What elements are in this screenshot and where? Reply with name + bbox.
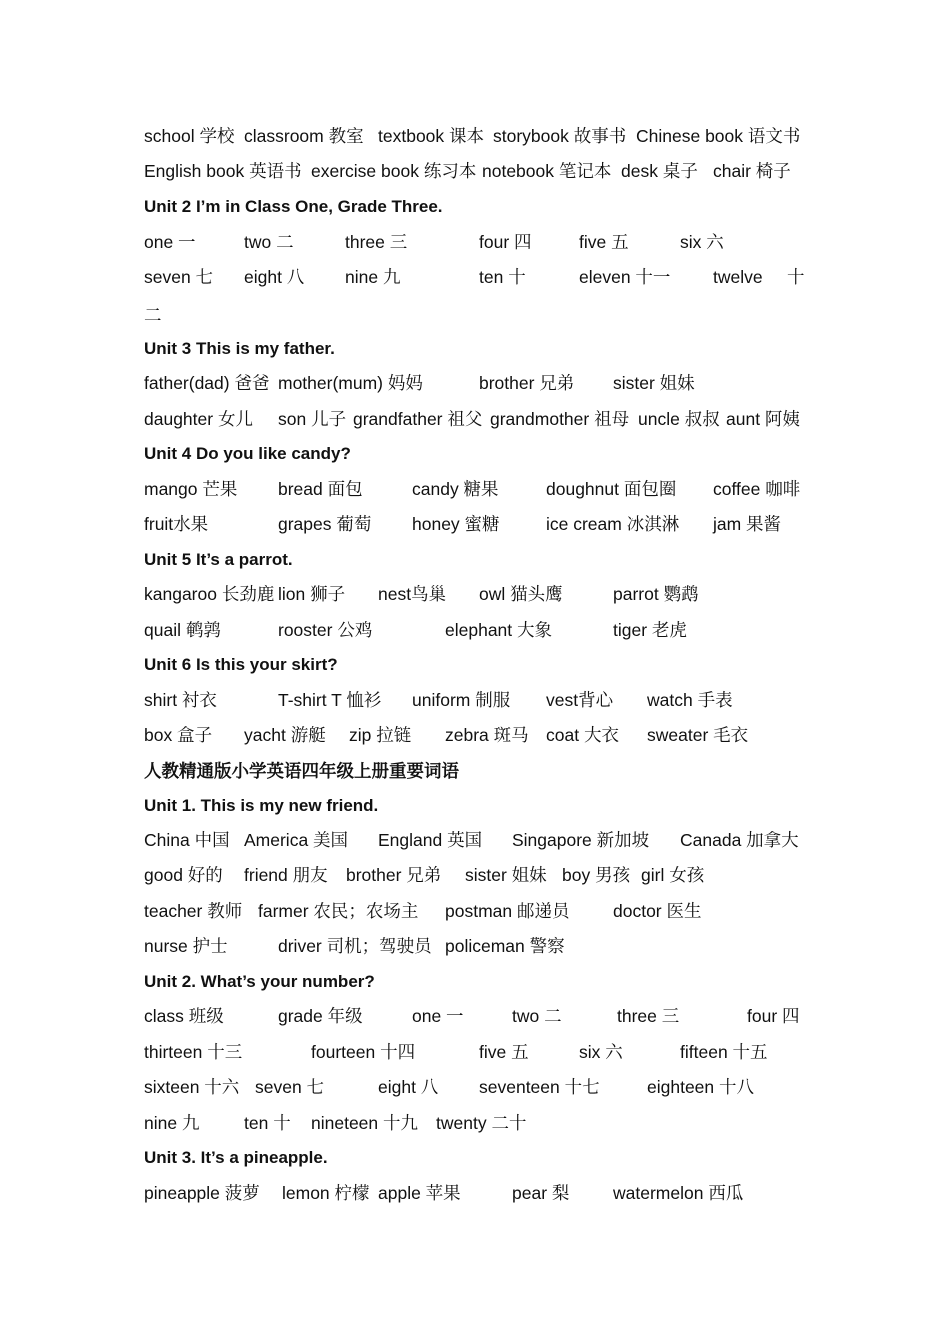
- vocab-item: ten 十: [479, 267, 526, 287]
- vocab-item: nineteen 十九: [311, 1113, 419, 1133]
- vocab-item: owl 猫头鹰: [479, 584, 563, 604]
- vocab-line: [0, 231, 950, 267]
- vocab-item: 十: [787, 267, 805, 287]
- vocab-item: elephant 大象: [445, 620, 553, 640]
- vocab-item: sixteen 十六: [144, 1077, 240, 1097]
- vocab-item: classroom 教室: [244, 126, 364, 146]
- vocab-item: lemon 柠檬: [282, 1183, 370, 1203]
- vocab-item: English book 英语书: [144, 161, 302, 181]
- vocab-item: father(dad) 爸爸: [144, 373, 270, 393]
- unit-heading: Unit 4 Do you like candy?: [144, 444, 351, 463]
- vocab-item: honey 蜜糖: [412, 514, 500, 534]
- vocab-item: postman 邮递员: [445, 901, 570, 921]
- vocab-item: pineapple 菠萝: [144, 1183, 260, 1203]
- unit-heading: Unit 5 It’s a parrot.: [144, 550, 293, 569]
- vocab-item: four 四: [747, 1006, 800, 1026]
- vocab-item: nurse 护士: [144, 936, 228, 956]
- unit-heading: Unit 6 Is this your skirt?: [144, 655, 338, 674]
- vocab-item: seven 七: [255, 1077, 325, 1097]
- vocab-item: mango 芒果: [144, 479, 238, 499]
- vocab-item: teacher 教师: [144, 901, 243, 921]
- vocab-item: textbook 课本: [378, 126, 485, 146]
- vocab-item: girl 女孩: [641, 865, 705, 885]
- vocab-item: policeman 警察: [445, 936, 565, 956]
- vocab-item: three 三: [617, 1006, 680, 1026]
- vocab-item: coat 大衣: [546, 725, 619, 745]
- vocab-line: [0, 935, 950, 971]
- vocab-item: seventeen 十七: [479, 1077, 600, 1097]
- vocab-item: five 五: [579, 232, 629, 252]
- vocab-item: friend 朋友: [244, 865, 328, 885]
- vocab-item: three 三: [345, 232, 408, 252]
- vocab-line: [0, 583, 950, 619]
- vocab-line: [0, 160, 950, 196]
- vocab-line: [0, 724, 950, 760]
- vocab-item: thirteen 十三: [144, 1042, 243, 1062]
- vocab-item: apple 苹果: [378, 1183, 461, 1203]
- vocab-item: one 一: [412, 1006, 464, 1026]
- vocab-item: sister 姐妹: [613, 373, 695, 393]
- vocab-item: watch 手表: [647, 690, 733, 710]
- vocab-item: exercise book 练习本: [311, 161, 477, 181]
- vocab-item: shirt 衬衣: [144, 690, 217, 710]
- vocab-item: farmer 农民；农场主: [258, 901, 419, 921]
- vocab-item: six 六: [579, 1042, 623, 1062]
- vocab-item: two 二: [244, 232, 294, 252]
- vocab-line: [0, 829, 950, 865]
- vocab-item: Chinese book 语文书: [636, 126, 801, 146]
- vocab-item: class 班级: [144, 1006, 224, 1026]
- vocab-item: six 六: [680, 232, 724, 252]
- vocab-item: driver 司机；驾驶员: [278, 936, 432, 956]
- vocab-line: [0, 266, 950, 302]
- vocab-item: pear 梨: [512, 1183, 570, 1203]
- vocab-item: good 好的: [144, 865, 223, 885]
- vocab-item: vest背心: [546, 690, 614, 710]
- vocab-item: quail 鹌鹑: [144, 620, 221, 640]
- vocab-item: zip 拉链: [349, 725, 412, 745]
- vocab-line: [0, 478, 950, 514]
- vocab-item: desk 桌子: [621, 161, 698, 181]
- vocab-item: uniform 制服: [412, 690, 511, 710]
- vocab-line: [0, 372, 950, 408]
- vocab-line: [0, 1112, 950, 1148]
- unit-heading: Unit 1. This is my new friend.: [144, 796, 379, 815]
- vocab-line: [0, 125, 950, 161]
- vocab-item: eight 八: [378, 1077, 439, 1097]
- vocab-item: grandmother 祖母: [490, 409, 630, 429]
- vocab-item: tiger 老虎: [613, 620, 687, 640]
- vocab-item: zebra 斑马: [445, 725, 529, 745]
- vocab-item: rooster 公鸡: [278, 620, 373, 640]
- vocab-item: fourteen 十四: [311, 1042, 416, 1062]
- vocab-line: [0, 408, 950, 444]
- vocab-item: fifteen 十五: [680, 1042, 768, 1062]
- vocab-item: aunt 阿姨: [726, 409, 800, 429]
- section-title: 人教精通版小学英语四年级上册重要词语: [144, 761, 459, 781]
- vocab-item: coffee 咖啡: [713, 479, 801, 499]
- vocab-item: nine 九: [345, 267, 401, 287]
- vocab-item: Canada 加拿大: [680, 830, 799, 850]
- vocab-item: doctor 医生: [613, 901, 702, 921]
- vocab-item: England 英国: [378, 830, 483, 850]
- vocab-item: lion 狮子: [278, 584, 346, 604]
- vocab-item: four 四: [479, 232, 532, 252]
- vocab-item: jam 果酱: [713, 514, 782, 534]
- vocab-item: boy 男孩: [562, 865, 631, 885]
- vocab-line: [0, 1182, 950, 1218]
- vocab-item: one 一: [144, 232, 196, 252]
- vocab-item: Singapore 新加坡: [512, 830, 650, 850]
- vocab-item: China 中国: [144, 830, 230, 850]
- vocab-item: nine 九: [144, 1113, 200, 1133]
- unit-heading: Unit 2. What’s your number?: [144, 972, 375, 991]
- vocab-item: school 学校: [144, 126, 235, 146]
- vocab-line: [0, 1076, 950, 1112]
- vocab-item: bread 面包: [278, 479, 363, 499]
- vocab-item: brother 兄弟: [479, 373, 575, 393]
- vocab-line: [0, 1041, 950, 1077]
- vocab-item: sweater 毛衣: [647, 725, 749, 745]
- vocab-item: candy 糖果: [412, 479, 499, 499]
- vocab-line: [0, 900, 950, 936]
- vocab-item: doughnut 面包圈: [546, 479, 677, 499]
- vocab-item: seven 七: [144, 267, 214, 287]
- vocab-item: fruit水果: [144, 514, 209, 534]
- vocab-line: [0, 864, 950, 900]
- vocab-item: twenty 二十: [436, 1113, 527, 1133]
- vocab-item: daughter 女儿: [144, 409, 253, 429]
- vocab-item: 二: [144, 305, 162, 325]
- vocab-item: son 儿子: [278, 409, 347, 429]
- vocab-item: America 美国: [244, 830, 349, 850]
- vocab-line: [0, 513, 950, 549]
- unit-heading: Unit 3. It’s a pineapple.: [144, 1148, 328, 1167]
- vocab-item: grandfather 祖父: [353, 409, 483, 429]
- vocab-item: grade 年级: [278, 1006, 363, 1026]
- vocab-item: grapes 葡萄: [278, 514, 372, 534]
- vocab-item: ten 十: [244, 1113, 291, 1133]
- vocab-item: T-shirt T 恤衫: [278, 690, 382, 710]
- vocab-item: brother 兄弟: [346, 865, 442, 885]
- vocab-line: [0, 689, 950, 725]
- vocab-item: notebook 笔记本: [482, 161, 612, 181]
- vocab-item: mother(mum) 妈妈: [278, 373, 423, 393]
- vocab-item: five 五: [479, 1042, 529, 1062]
- vocab-item: two 二: [512, 1006, 562, 1026]
- vocab-item: kangaroo 长劲鹿: [144, 584, 275, 604]
- vocab-item: box 盒子: [144, 725, 213, 745]
- vocab-item: sister 姐妹: [465, 865, 547, 885]
- vocab-item: parrot 鹦鹉: [613, 584, 699, 604]
- vocab-line: [0, 1005, 950, 1041]
- vocab-item: watermelon 西瓜: [613, 1183, 744, 1203]
- vocab-item: nest鸟巢: [378, 584, 447, 604]
- vocab-item: eighteen 十八: [647, 1077, 755, 1097]
- vocab-line: [0, 304, 950, 340]
- vocab-item: eight 八: [244, 267, 305, 287]
- vocab-line: [0, 619, 950, 655]
- vocab-item: uncle 叔叔: [638, 409, 720, 429]
- unit-heading: Unit 3 This is my father.: [144, 339, 335, 358]
- unit-heading: Unit 2 I’m in Class One, Grade Three.: [144, 197, 443, 216]
- vocab-item: storybook 故事书: [493, 126, 627, 146]
- vocab-item: eleven 十一: [579, 267, 671, 287]
- vocab-item: twelve: [713, 267, 763, 287]
- vocab-item: yacht 游艇: [244, 725, 326, 745]
- vocab-item: ice cream 冰淇淋: [546, 514, 680, 534]
- vocab-item: chair 椅子: [713, 161, 791, 181]
